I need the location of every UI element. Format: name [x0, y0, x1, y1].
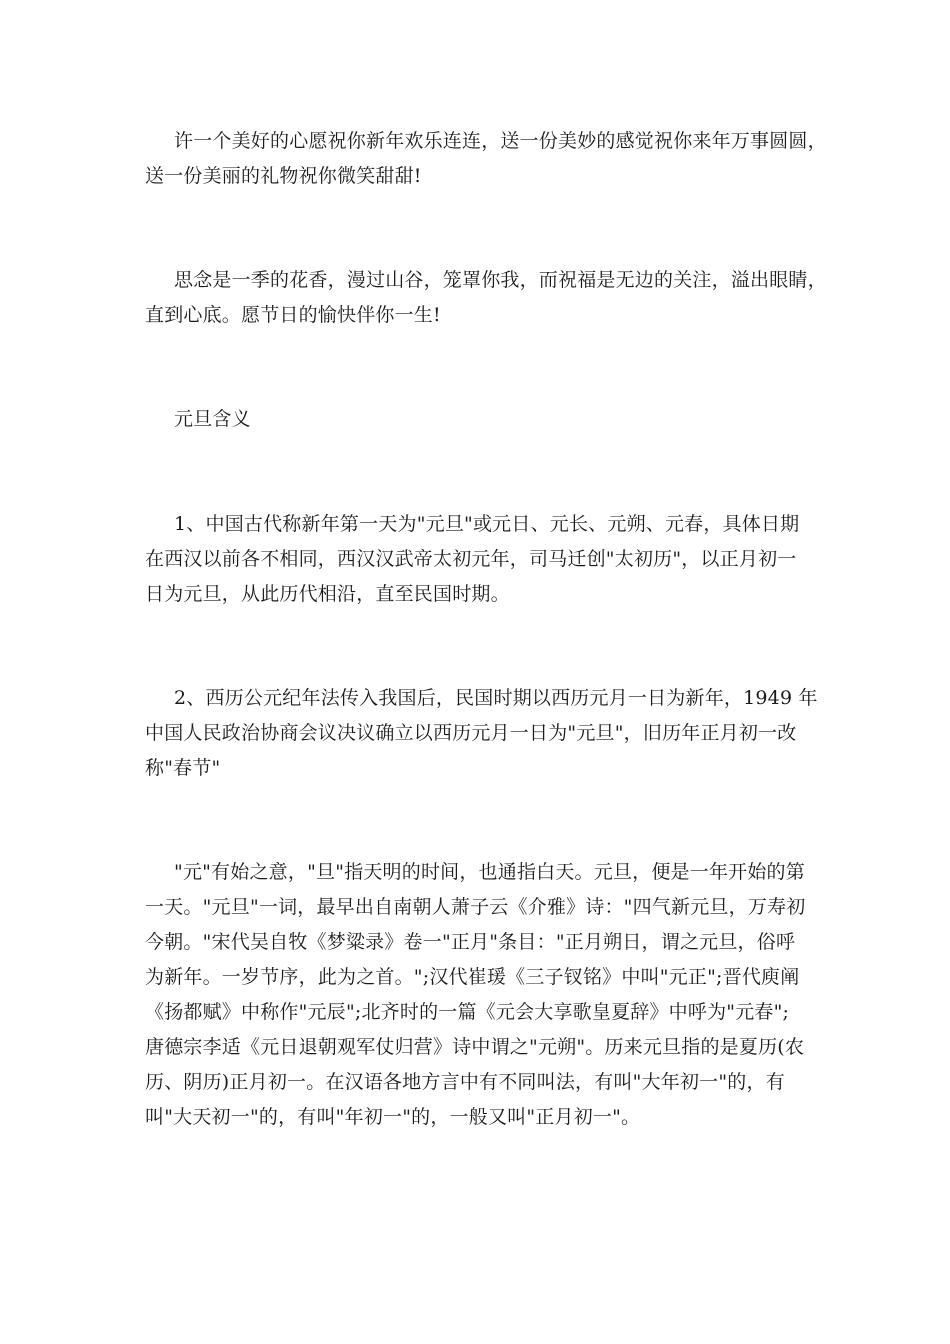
paragraph-5-line-3: 今朝。"宋代吴自牧《梦粱录》卷一"正月"条目："正月朔日，谓之元旦，俗呼	[145, 931, 796, 953]
paragraph-1-line-2: 送一份美丽的礼物祝你微笑甜甜!	[145, 165, 422, 187]
paragraph-5-line-6: 唐德宗李适《元日退朝观军仗归营》诗中谓之"元朔"。历来元旦指的是夏历(农	[145, 1036, 805, 1058]
paragraph-5-line-2: 一天。"元旦"一词，最早出自南朝人萧子云《介雅》诗："四气新元旦，万寿初	[145, 896, 806, 918]
paragraph-5-line-8: 叫"大天初一"的，有叫"年初一"的，一般又叫"正月初一"。	[145, 1106, 641, 1128]
paragraph-5-line-1: "元"有始之意，"旦"指天明的时间，也通指白天。元旦，便是一年开始的第	[174, 861, 805, 883]
paragraph-4-line-3: 称"春节"	[145, 757, 221, 779]
paragraph-5-line-5: 《扬都赋》中称作"元辰";北齐时的一篇《元会大享歌皇夏辞》中呼为"元春";	[145, 1001, 790, 1023]
section-heading: 元旦含义	[174, 408, 251, 430]
paragraph-3-line-1: 1、中国古代称新年第一天为"元旦"或元日、元长、元朔、元春，具体日期	[174, 513, 800, 535]
paragraph-3-line-2: 在西汉以前各不相同，西汉汉武帝太初元年，司马迁创"太初历"，以正月初一	[145, 548, 797, 570]
paragraph-4-line-2: 中国人民政治协商会议决议确立以西历元月一日为"元旦"，旧历年正月初一改	[145, 722, 797, 744]
paragraph-5-line-4: 为新年。一岁节序，此为之首。";汉代崔瑗《三子钗铭》中叫"元正";晋代庾阐	[145, 966, 800, 988]
paragraph-5-line-7: 历、阴历)正月初一。在汉语各地方言中有不同叫法，有叫"大年初一"的，有	[145, 1071, 785, 1093]
paragraph-1-line-1: 许一个美好的心愿祝你新年欢乐连连，送一份美妙的感觉祝你来年万事圆圆，	[174, 130, 827, 152]
paragraph-2-line-2: 直到心底。愿节日的愉快伴你一生!	[145, 304, 441, 326]
paragraph-3-line-3: 日为元旦，从此历代相沿，直至民国时期。	[145, 583, 510, 605]
paragraph-2-line-1: 思念是一季的花香，漫过山谷，笼罩你我，而祝福是无边的关注，溢出眼睛，	[174, 269, 827, 291]
paragraph-4-line-1: 2、西历公元纪年法传入我国后，民国时期以西历元月一日为新年，1949 年	[174, 687, 818, 709]
